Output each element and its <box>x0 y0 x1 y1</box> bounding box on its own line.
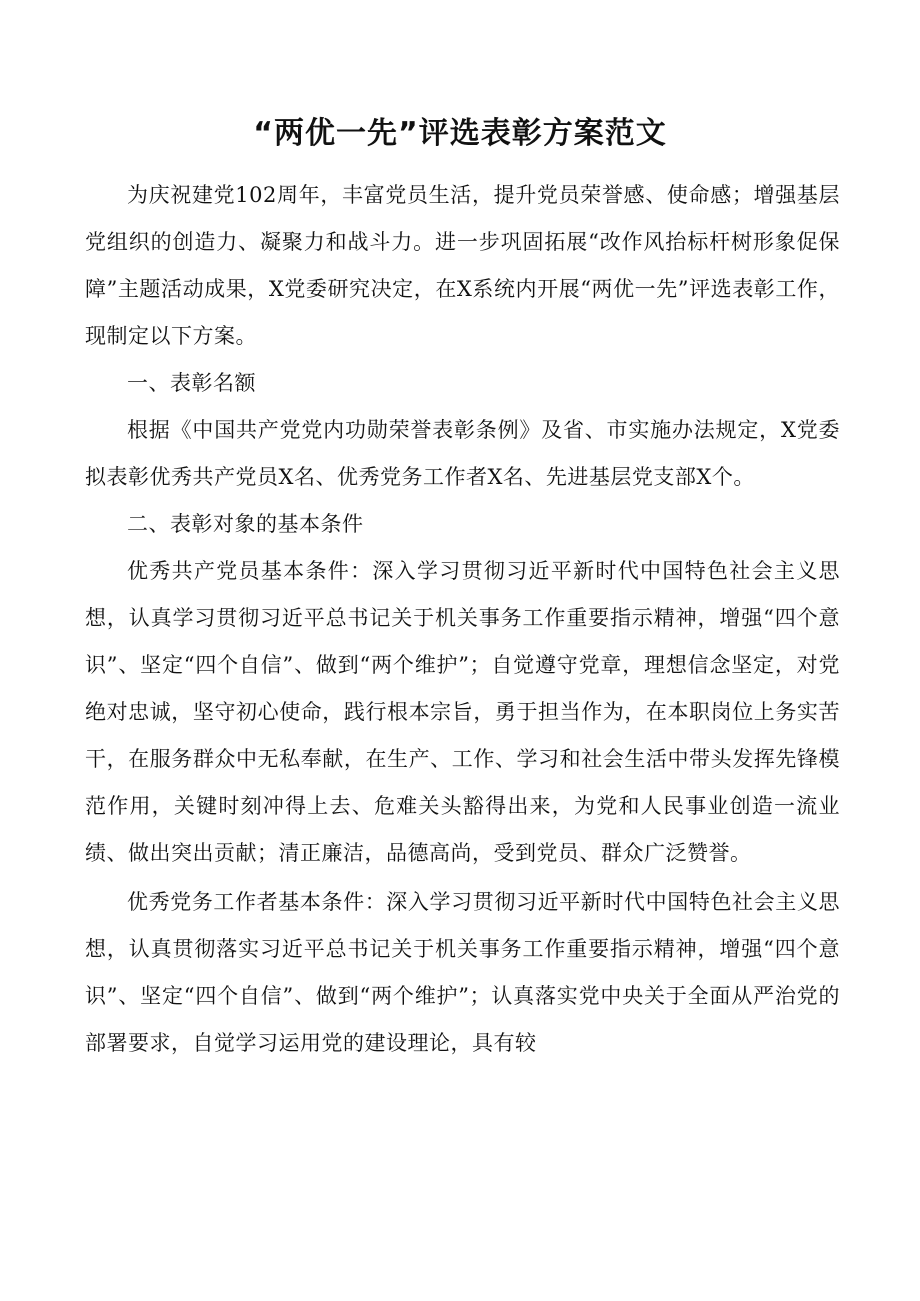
party-worker-conditions-paragraph: 优秀党务工作者基本条件：深入学习贯彻习近平新时代中国特色社会主义思想，认真贯彻落实习近平总书记关于机关事务工作重要指示精神，增强“四个意识”、坚定“四个自信”、做到“两个维护”；认真落实党中央关于全面从严治党的部署要求，自觉学习运用党的建设理论，具有较 <box>85 890 840 1055</box>
intro-paragraph: 为庆祝建党102周年，丰富党员生活，提升党员荣誉感、使命感；增强基层党组织的创造力、凝聚力和战斗力。进一步巩固拓展“改作风抬标杆树形象促保障”主题活动成果，X党委研究决定，在X系统内开展“两优一先”评选表彰工作，现制定以下方案。 <box>85 183 840 348</box>
document-title: “两优一先”评选表彰方案范文 <box>253 116 667 151</box>
party-member-conditions-paragraph: 优秀共产党员基本条件：深入学习贯彻习近平新时代中国特色社会主义思想，认真学习贯彻习近平总书记关于机关事务工作重要指示精神，增强“四个意识”、坚定“四个自信”、做到“两个维护”；自觉遵守党章，理想信念坚定，对党绝对忠诚，坚守初心使命，践行根本宗旨，勇于担当作为，在本职岗位上务实苦干，在服务群众中无私奉献，在生产、工作、学习和社会生活中带头发挥先锋模范作用，关键时刻冲得上去、危难关头豁得出来，为党和人民事业创造一流业绩、做出突出贡献；清正廉洁，品德高尚，受到党员、群众广泛赞誉。 <box>85 559 840 865</box>
section-heading-quota: 一、表彰名额 <box>127 371 256 395</box>
document-body <box>85 172 840 1067</box>
quota-paragraph: 根据《中国共产党党内功勋荣誉表彰条例》及省、市实施办法规定，X党委拟表彰优秀共产党员X名、优秀党务工作者X名、先进基层党支部X个。 <box>85 418 840 489</box>
section-heading-conditions: 二、表彰对象的基本条件 <box>127 512 364 536</box>
